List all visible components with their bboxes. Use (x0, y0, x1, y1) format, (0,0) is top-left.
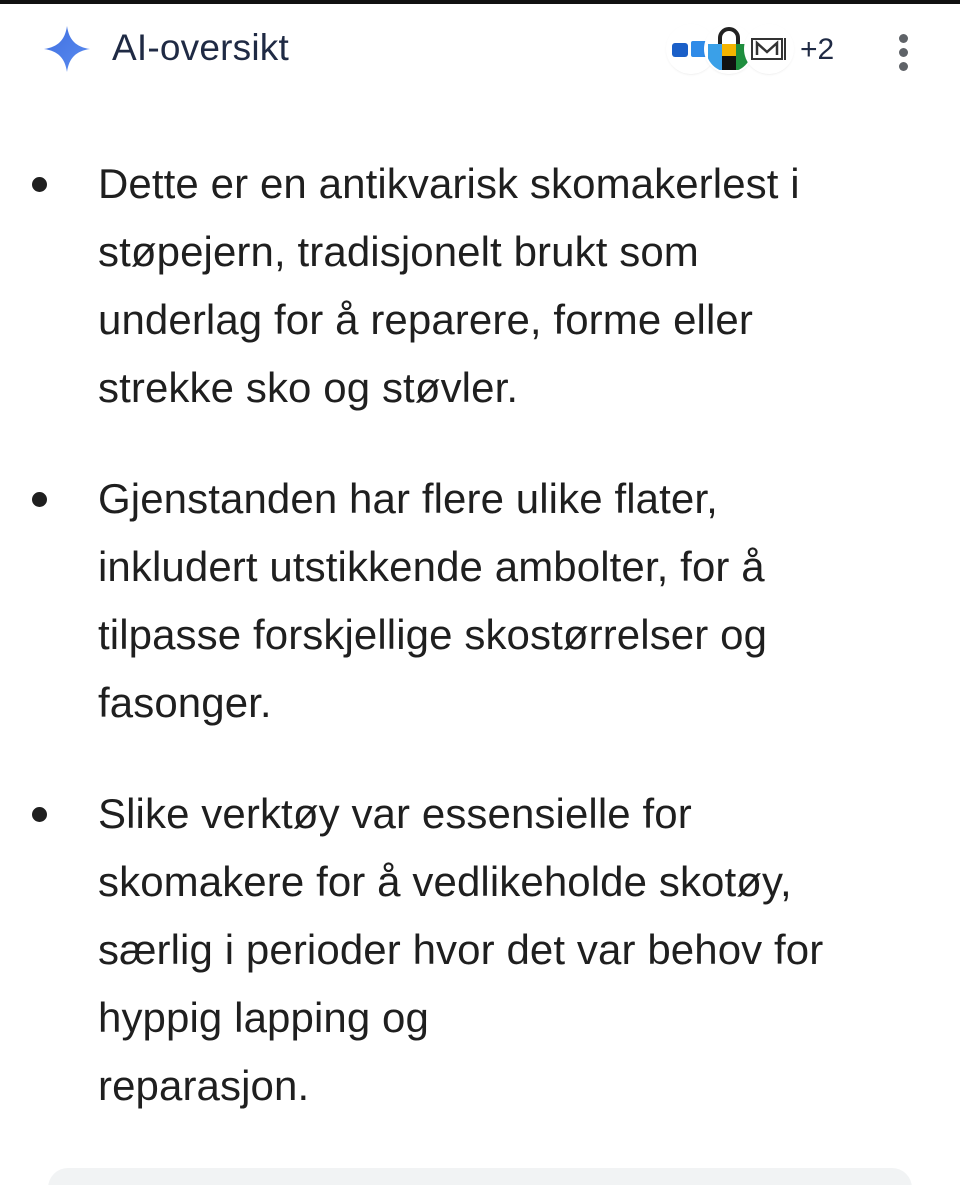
m-letter-logo-icon[interactable] (746, 26, 792, 72)
ai-sparkle-icon (42, 24, 92, 74)
bullet-dot-icon (32, 807, 47, 822)
ai-overview-title: AI-oversikt (112, 27, 289, 68)
ai-overview-header (0, 4, 960, 94)
bullet-text: Dette er en antikvarisk skomakerlest i støpejern, tradisjonelt brukt som underlag for å reparere, forme eller strekke sko og støvler. (98, 160, 800, 411)
more-sources-count[interactable]: +2 (800, 33, 835, 66)
list-item (0, 465, 960, 737)
list-item (0, 150, 960, 422)
overview-bullet-list (0, 150, 960, 1163)
list-item (0, 780, 960, 1120)
source-icons-group[interactable] (664, 22, 854, 76)
more-vert-icon[interactable] (884, 28, 924, 78)
bottom-card (48, 1168, 912, 1185)
bullet-dot-icon (32, 492, 47, 507)
bullet-dot-icon (32, 177, 47, 192)
bullet-text: Gjenstanden har flere ulike flater, inkludert utstikkende ambolter, for å tilpasse forskjellige skostørrelser og fasonger. (98, 475, 768, 726)
bullet-text: Slike verktøy var essensielle for skomakere for å vedlikeholde skotøy, særlig i perioder hvor det var behov for hyppig lapping og reparasjon. (98, 790, 824, 1109)
